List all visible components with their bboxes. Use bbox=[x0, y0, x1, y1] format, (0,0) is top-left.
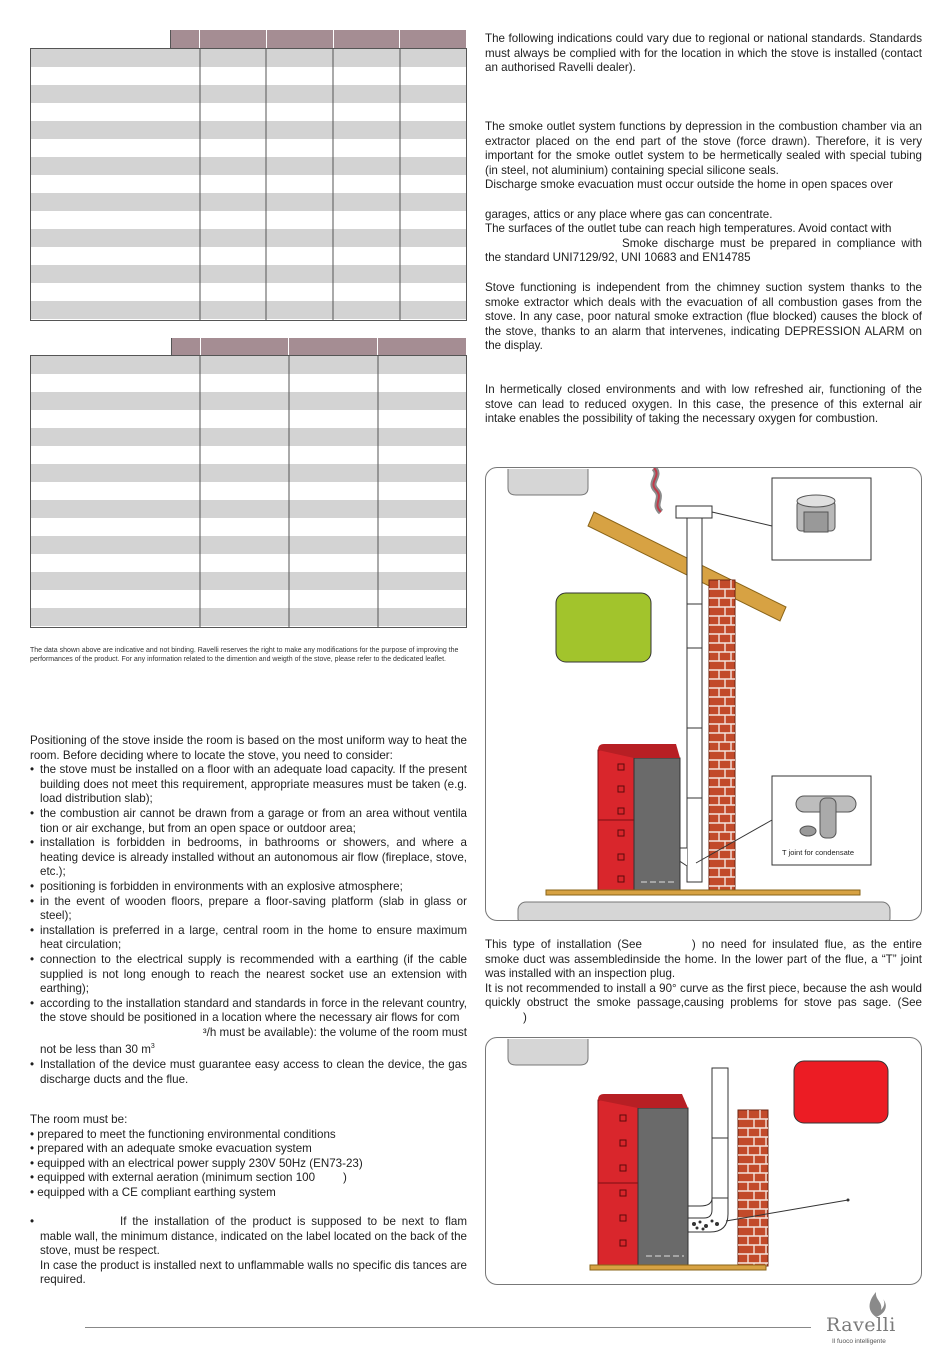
superscript-3: 3 bbox=[150, 1043, 155, 1051]
table2-header-blank bbox=[30, 338, 171, 357]
curve-warning-b: ) bbox=[523, 1010, 527, 1024]
flue-pipe bbox=[687, 518, 702, 882]
table-row bbox=[31, 103, 466, 121]
brand-name: Ravelli bbox=[826, 1314, 896, 1336]
pellet-stove bbox=[598, 744, 680, 890]
list-item-airflow-line: ³/h must be available): the volume of the room must bbox=[202, 1025, 467, 1039]
table-row bbox=[31, 67, 466, 85]
room-section bbox=[30, 1113, 467, 1201]
footer-rule bbox=[85, 1327, 811, 1328]
room-item-paren: ) bbox=[343, 1171, 347, 1185]
table1-grid bbox=[31, 49, 466, 320]
installation-note-b: ) no need for insulated flue, as the entire smoke duct was assembledinside the home. In the lower part of the flue, a “T” joint was installed with an inspection plug. bbox=[485, 938, 922, 981]
positioning-intro: Positioning of the stove inside the room is based on the most uniform way to heat the room. Before deciding where to locate the stove, you need to consider: bbox=[30, 734, 467, 762]
table-row bbox=[31, 211, 466, 229]
figure-2-panel bbox=[485, 1037, 922, 1285]
table-row bbox=[31, 590, 466, 608]
list-item: • the combustion air cannot be drawn from a garage or from an area without ventila tion or air exchange, but from an open space or outdoor area; bbox=[30, 807, 467, 836]
positioning-list bbox=[30, 763, 467, 1087]
table1-header-blank bbox=[30, 30, 171, 49]
positioning-section bbox=[30, 734, 467, 1087]
room-item: • prepared with an adequate smoke evacuation system bbox=[30, 1142, 312, 1156]
table-row bbox=[31, 229, 466, 247]
room-item: • equipped with a CE compliant earthing system bbox=[30, 1185, 276, 1199]
floor bbox=[590, 1265, 766, 1270]
table-row bbox=[31, 121, 466, 139]
table-row bbox=[31, 139, 466, 157]
correct-installation-box bbox=[556, 593, 651, 662]
list-item: • connection to the electrical supply is recommended with a earthing (if the cable supplied is not long enough to reach the nearest socket use an extension with earthing); bbox=[30, 953, 467, 997]
chimney-cap-icon bbox=[797, 495, 835, 532]
chimney-suction-section: Stove functioning is independent from the chimney suction system thanks to the smoke extractor which deals with the evacuation of all combustion gases from the stove. In any case, poor natural smoke extraction (flue blocked) causes the block of the stove, thanks to an alarm that intervenes, indicating DEPRESSION ALARM on the display. bbox=[485, 281, 922, 353]
disclaimer-note: The data shown above are indicative and not binding. Ravelli reserves the right to make any modifications for the purpose of improving the performances of the product. For any information related to the dimention and weigth of the stove, please refer to the dedicated leaflet. bbox=[30, 647, 459, 663]
table-row bbox=[31, 175, 466, 193]
brick-wall bbox=[738, 1110, 768, 1266]
table2-header-cell bbox=[200, 338, 289, 357]
smoke-outlet-p2: Discharge smoke evacuation must occur outside the home in open spaces over bbox=[485, 178, 893, 192]
table-row bbox=[31, 500, 466, 518]
walls-text-c: In case the product is installed next to unflammable walls no specific dis tances are required. bbox=[40, 1258, 467, 1287]
table1-header-cell bbox=[200, 30, 267, 49]
table-row bbox=[31, 464, 466, 482]
figure-1-drawing bbox=[486, 468, 921, 920]
walls-text-b: mable wall, the minimum distance, indicated on the label located on the back of the stove, must be respect. bbox=[40, 1229, 467, 1258]
curve-warning-a: It is not recommended to install a 90° curve as the first piece, because the ash would quickly obstruct the smoke passage,causing problems for stove pas sage. (See bbox=[485, 981, 922, 1010]
room-intro: The room must be: bbox=[30, 1113, 128, 1126]
figure-1-bottom-tab bbox=[518, 902, 890, 920]
table-row bbox=[31, 85, 466, 103]
regional-notice: The following indications could vary due to regional or national standards. Standards must always be complied with for the location in which the stove is installed (contact an authorised Ravelli dealer). bbox=[485, 32, 922, 75]
brand-tagline: Il fuoco intelligente bbox=[832, 1338, 886, 1345]
smoke-outlet-p: The smoke outlet system functions by depression in the combustion chamber via an extractor placed on the end part of the stove (force drawn). Therefore, it is very important for the smoke outlet system to be hermetically sealed with special tubing (in steel, not aluminium) containing special silicone seals. bbox=[485, 120, 922, 177]
floor bbox=[546, 890, 860, 895]
figure-1-label-tab bbox=[508, 469, 588, 495]
pellet-stove bbox=[598, 1094, 688, 1266]
figure-1-panel bbox=[485, 467, 922, 921]
list-item-volume-line: not be less than 30 m bbox=[40, 1043, 151, 1057]
list-item: • positioning is forbidden in environments with an explosive atmosphere; bbox=[30, 880, 467, 895]
table-row bbox=[31, 554, 466, 572]
room-item: • prepared to meet the functioning environmental conditions bbox=[30, 1127, 336, 1141]
tjoint-caption: T joint for condensate bbox=[782, 848, 854, 857]
list-item: • in the event of wooden floors, prepare a floor-saving platform (slab in glass or steel); bbox=[30, 895, 467, 924]
table1-header-cell bbox=[171, 30, 200, 49]
table-row bbox=[31, 157, 466, 175]
room-item: • equipped with an electrical power supply 230V 50Hz (EN73-23) bbox=[30, 1156, 363, 1170]
table-row bbox=[31, 482, 466, 500]
list-item bbox=[30, 997, 467, 1058]
smoke-outlet-p5: Smoke discharge must be prepared in compliance with the standard UNI7129/92, UNI 10683 and EN14785 bbox=[485, 236, 922, 265]
walls-section bbox=[30, 1215, 467, 1288]
table-row bbox=[31, 608, 466, 626]
figure-2-drawing bbox=[486, 1038, 921, 1284]
table2-header-cell bbox=[171, 338, 200, 357]
table-row bbox=[31, 410, 466, 428]
table-row bbox=[31, 518, 466, 536]
list-item: • installation is forbidden in bedrooms, in bathrooms or showers, and where a heating device is already installed without an autonomous air flow (fireplace, stove, etc.); bbox=[30, 836, 467, 880]
table2-grid bbox=[31, 356, 466, 627]
table-row bbox=[31, 193, 466, 211]
walls-bullet: • bbox=[30, 1215, 35, 1228]
table-row bbox=[31, 536, 466, 554]
table-row bbox=[31, 446, 466, 464]
figure-2-label-tab bbox=[508, 1039, 588, 1065]
table1-header-cell bbox=[266, 30, 333, 49]
brick-wall bbox=[709, 580, 735, 891]
smoke-outlet-p3: garages, attics or any place where gas can concentrate. bbox=[485, 207, 773, 221]
table-row bbox=[31, 374, 466, 392]
smoke-outlet-section bbox=[485, 120, 922, 266]
table1-header-cell bbox=[400, 30, 467, 49]
chimney-cap bbox=[676, 506, 712, 518]
table-row bbox=[31, 49, 466, 67]
room-item-text: • equipped with external aeration (minimum section 100 bbox=[30, 1171, 316, 1185]
table-row bbox=[31, 265, 466, 283]
incorrect-installation-box bbox=[794, 1061, 888, 1123]
list-item-text: according to the installation standard and standards in force in the relevant country, the stove should be positioned in a location where the necessary air flows for com bbox=[40, 996, 467, 1025]
smoke-outlet-p4: The surfaces of the outlet tube can reach high temperatures. Avoid contact with bbox=[485, 222, 892, 236]
installation-note bbox=[485, 938, 922, 1026]
table-row bbox=[31, 572, 466, 590]
table-row bbox=[31, 392, 466, 410]
table2-header-cell bbox=[378, 338, 467, 357]
installation-note-a: This type of installation (See bbox=[485, 938, 642, 951]
table-row bbox=[31, 428, 466, 446]
table-row bbox=[31, 356, 466, 374]
table-row bbox=[31, 301, 466, 319]
room-item bbox=[30, 1171, 467, 1186]
list-item: • Installation of the device must guarantee easy access to clean the device, the gas discharge ducts and the flue. bbox=[30, 1058, 467, 1087]
ash-deposit bbox=[692, 1220, 719, 1231]
table1-header-cell bbox=[333, 30, 400, 49]
walls-text-a: If the installation of the product is supposed to be next to flam bbox=[120, 1215, 467, 1228]
table2-header-cell bbox=[289, 338, 378, 357]
ravelli-logo bbox=[826, 1290, 926, 1350]
flue-pipe bbox=[712, 1068, 728, 1198]
table-row bbox=[31, 283, 466, 301]
list-item: • the stove must be installed on a floor with an adequate load capacity. If the present building does not meet this requirement, appropriate measures must be taken (e.g. load distribution slab); bbox=[30, 763, 467, 807]
table-row bbox=[31, 247, 466, 265]
list-item: • installation is preferred in a large, central room in the home to ensure maximum heat circulation; bbox=[30, 924, 467, 953]
air-intake-section: In hermetically closed environments and with low refreshed air, functioning of the stove can lead to reduced oxygen. In this case, the presence of this external air intake enables the possibility of taking the necessary oxygen for combustion. bbox=[485, 383, 922, 426]
